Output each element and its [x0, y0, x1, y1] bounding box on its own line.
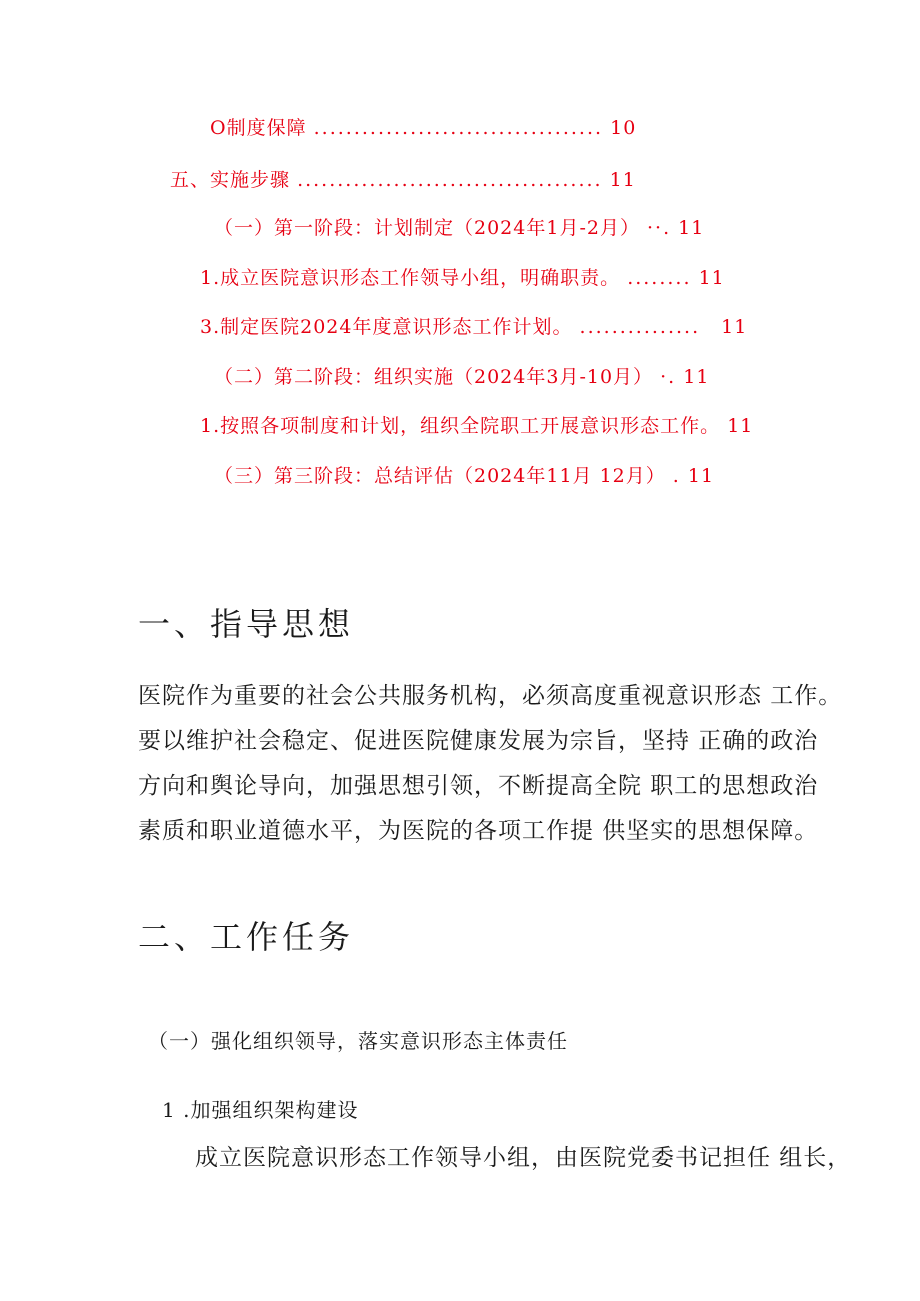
toc-item-label: 1.按照各项制度和计划，组织全院职工开展意识形态工作。: [200, 415, 721, 437]
toc-item-implementation-steps[interactable]: [170, 168, 636, 192]
toc-item-organize-staff[interactable]: [200, 414, 753, 438]
section-paragraph-guiding-ideology: [138, 674, 843, 854]
paragraph-line: 医院作为重要的社会公共服务机构，必须高度重视意识形态 工作。: [138, 683, 843, 709]
toc-page-number: 11: [687, 465, 715, 487]
toc-leader-dots: .: [672, 465, 681, 487]
toc-item-system-guarantee[interactable]: [210, 116, 636, 140]
toc-leader-dots: ....................................: [313, 117, 604, 139]
toc-item-establish-group[interactable]: [200, 266, 725, 290]
toc-leader-dots: ··.: [647, 217, 672, 239]
toc-item-phase-three[interactable]: [214, 464, 714, 488]
toc-leader-dots: ......................................: [297, 169, 603, 191]
body-text-line: 成立医院意识形态工作领导小组，由医院党委书记担任 组长，: [195, 1145, 852, 1171]
toc-leader-dots: ·.: [660, 366, 677, 388]
subsection-item-organizational-structure: 1 .加强组织架构建设: [162, 1098, 359, 1122]
toc-item-label: 1.成立医院意识形态工作领导小组，明确职责。: [200, 267, 621, 289]
toc-page-number: 11: [721, 316, 748, 338]
toc-leader-dots: ........: [627, 267, 692, 289]
toc-item-label: 3.制定医院2024年度意识形态工作计划。: [200, 316, 573, 338]
subsection-heading-organizational-leadership: （一）强化组织领导，落实意识形态主体责任: [148, 1029, 568, 1053]
toc-page-number: 11: [678, 217, 705, 239]
toc-page-number: 11: [698, 267, 725, 289]
toc-page-number: 11: [683, 366, 710, 388]
toc-page-number: 11: [727, 415, 754, 437]
paragraph-line: 方向和舆论导向，加强思想引领，不断提高全院 职工的思想政治: [138, 773, 819, 799]
paragraph-line: 要以维护社会稳定、促进医院健康发展为宗旨，坚持 正确的政治: [138, 728, 819, 754]
toc-item-annual-plan[interactable]: [200, 315, 747, 339]
toc-item-label: （一）第一阶段：计划制定（2024年1月-2月）: [214, 217, 640, 239]
section-heading-guiding-ideology: 一、指导思想: [138, 605, 355, 643]
toc-item-phase-two[interactable]: [214, 365, 709, 389]
toc-item-label: （三）第三阶段：总结评估（2024年11月 12月）: [214, 465, 666, 487]
toc-page-number: 10: [610, 117, 637, 139]
toc-page-number: 11: [609, 169, 636, 191]
paragraph-line: 素质和职业道德水平，为医院的各项工作提 供坚实的思想保障。: [138, 818, 819, 844]
toc-item-phase-one[interactable]: [214, 216, 704, 240]
toc-item-label: 五、实施步骤: [170, 169, 291, 191]
toc-item-label: O制度保障: [210, 117, 307, 139]
toc-leader-dots: ...............: [579, 316, 701, 338]
section-heading-work-tasks: 二、工作任务: [138, 918, 355, 956]
toc-item-label: （二）第二阶段：组织实施（2024年3月-10月）: [214, 366, 654, 388]
